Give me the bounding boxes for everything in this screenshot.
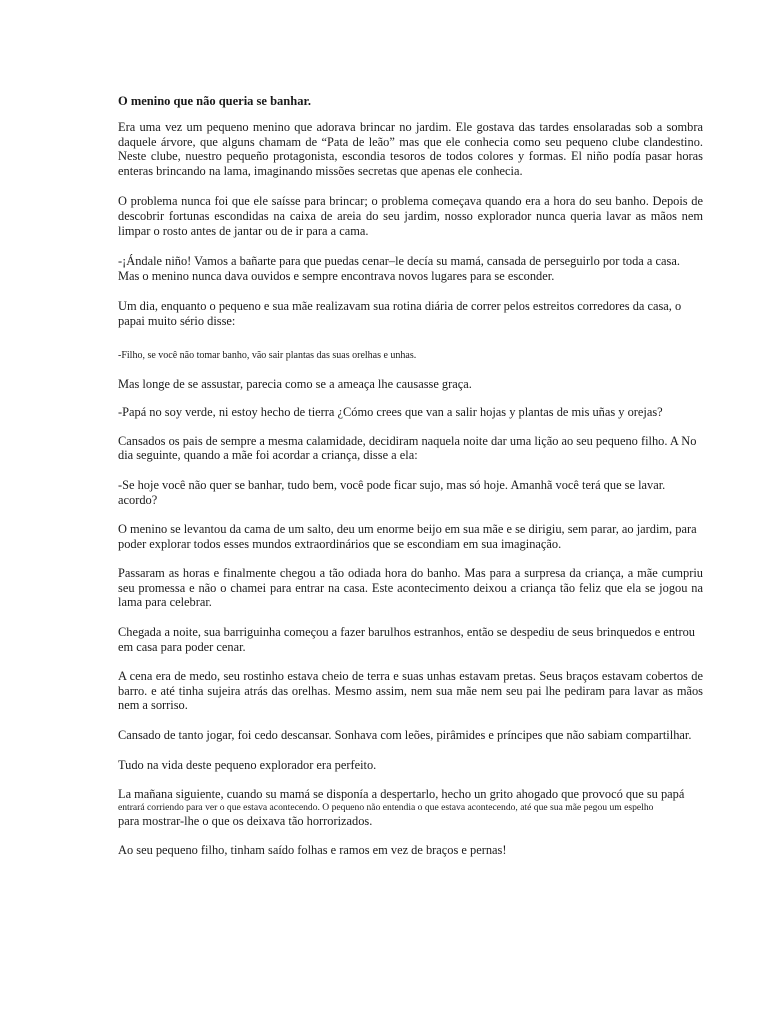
paragraph-8: Cansados os pais de sempre a mesma calamidade, decidiram naquela noite dar uma lição ao seu pequeno filho. A No dia seguinte, quando a mãe foi acordar a criança, disse a ela: <box>118 433 697 463</box>
paragraph-12: Chegada a noite, sua barriguinha começou a fazer barulhos estranhos, então se despediu de seus brinquedos e entrou em casa para poder cenar. <box>118 625 695 654</box>
paragraph-7: -Papá no soy verde, ni estoy hecho de tierra ¿Cómo crees que van a salir hojas y plantas de mis uñas y orejas? <box>118 405 663 420</box>
paragraph-10: O menino se levantou da cama de um salto, deu um enorme beijo em sua mãe e se dirigiu, sem parar, ao jardim, para poder explorar todos esses mundos extraordinários que se escondiam em sua imaginação. <box>118 522 697 551</box>
paragraph-9: -Se hoje você não quer se banhar, tudo bem, você pode ficar sujo, mas só hoje. Amanhã você terá que se lavar. acordo? <box>118 477 666 507</box>
paragraph-15: Tudo na vida deste pequeno explorador era perfeito. <box>118 757 377 772</box>
paragraph-11: Passaram as horas e finalmente chegou a tão odiada hora do banho. Mas para a surpresa da criança, a mãe cumpriu seu promessa e não o chamei para entrar na casa. Este acontecimento deixou a criança tão feliz que ela se jogou na lama para celebrar. <box>118 566 703 610</box>
document-page <box>118 94 703 858</box>
document-title: O menino que não queria se banhar. <box>118 94 311 108</box>
paragraph-5: -Filho, se você não tomar banho, vão sair plantas das suas orelhas e unhas. <box>118 349 417 361</box>
paragraph-13: A cena era de medo, seu rostinho estava cheio de terra e suas unhas estavam pretas. Seus braços estavam cobertos de barro. e até tinha sujeira atrás das orelhas. Mesmo assim, nem sua mãe nem seu pai lhe pediram para lavar as mãos nem a sorriso. <box>118 669 703 713</box>
paragraph-3: -¡Ándale niño! Vamos a bañarte para que puedas cenar–le decía su mamá, cansada de perseguirlo por toda a casa. Mas o menino nunca dava ouvidos e sempre encontrava novos lugares para se esconder. <box>118 254 680 283</box>
paragraph-16-line-1: La mañana siguiente, cuando su mamá se disponía a despertarlo, hecho un grito ahogado que provocó que su papá <box>118 787 685 802</box>
paragraph-14: Cansado de tanto jogar, foi cedo descansar. Sonhava com leões, pirâmides e príncipes que não sabiam compartilhar. <box>118 728 692 743</box>
paragraph-16-line-2: entrará corriendo para ver o que estava acontecendo. O pequeno não entendia o que estava acontecendo, até que sua mãe pegou um espelho <box>118 801 654 813</box>
paragraph-17: Ao seu pequeno filho, tinham saído folhas e ramos em vez de braços e pernas! <box>118 843 507 858</box>
paragraph-16-line-3: para mostrar-lhe o que os deixava tão horrorizados. <box>118 813 373 828</box>
paragraph-6: Mas longe de se assustar, parecia como se a ameaça lhe causasse graça. <box>118 376 472 391</box>
paragraph-2: O problema nunca foi que ele saísse para brincar; o problema começava quando era a hora do seu banho. Depois de descobrir fortunas escondidas na caixa de areia do seu jardim, nosso explorador nunca queria lavar as mãos nem limpar o rosto antes de jantar ou de ir para a cama. <box>118 194 703 238</box>
paragraph-1: Era uma vez um pequeno menino que adorava brincar no jardim. Ele gostava das tardes ensolaradas sob a sombra daquele árvore, que alguns chamam de “Pata de leão” mas que ele conhecia como seu pequeno clube clandestino. Neste clube, nuestro pequeño protagonista, escondia tesoros de todos colores y formas. El niño podía pasar horas enteras brincando na lama, imaginando missões secretas que apenas ele conhecia. <box>118 120 703 178</box>
paragraph-4: Um dia, enquanto o pequeno e sua mãe realizavam sua rotina diária de correr pelos estreitos corredores da casa, o papai muito sério disse: <box>118 299 682 328</box>
